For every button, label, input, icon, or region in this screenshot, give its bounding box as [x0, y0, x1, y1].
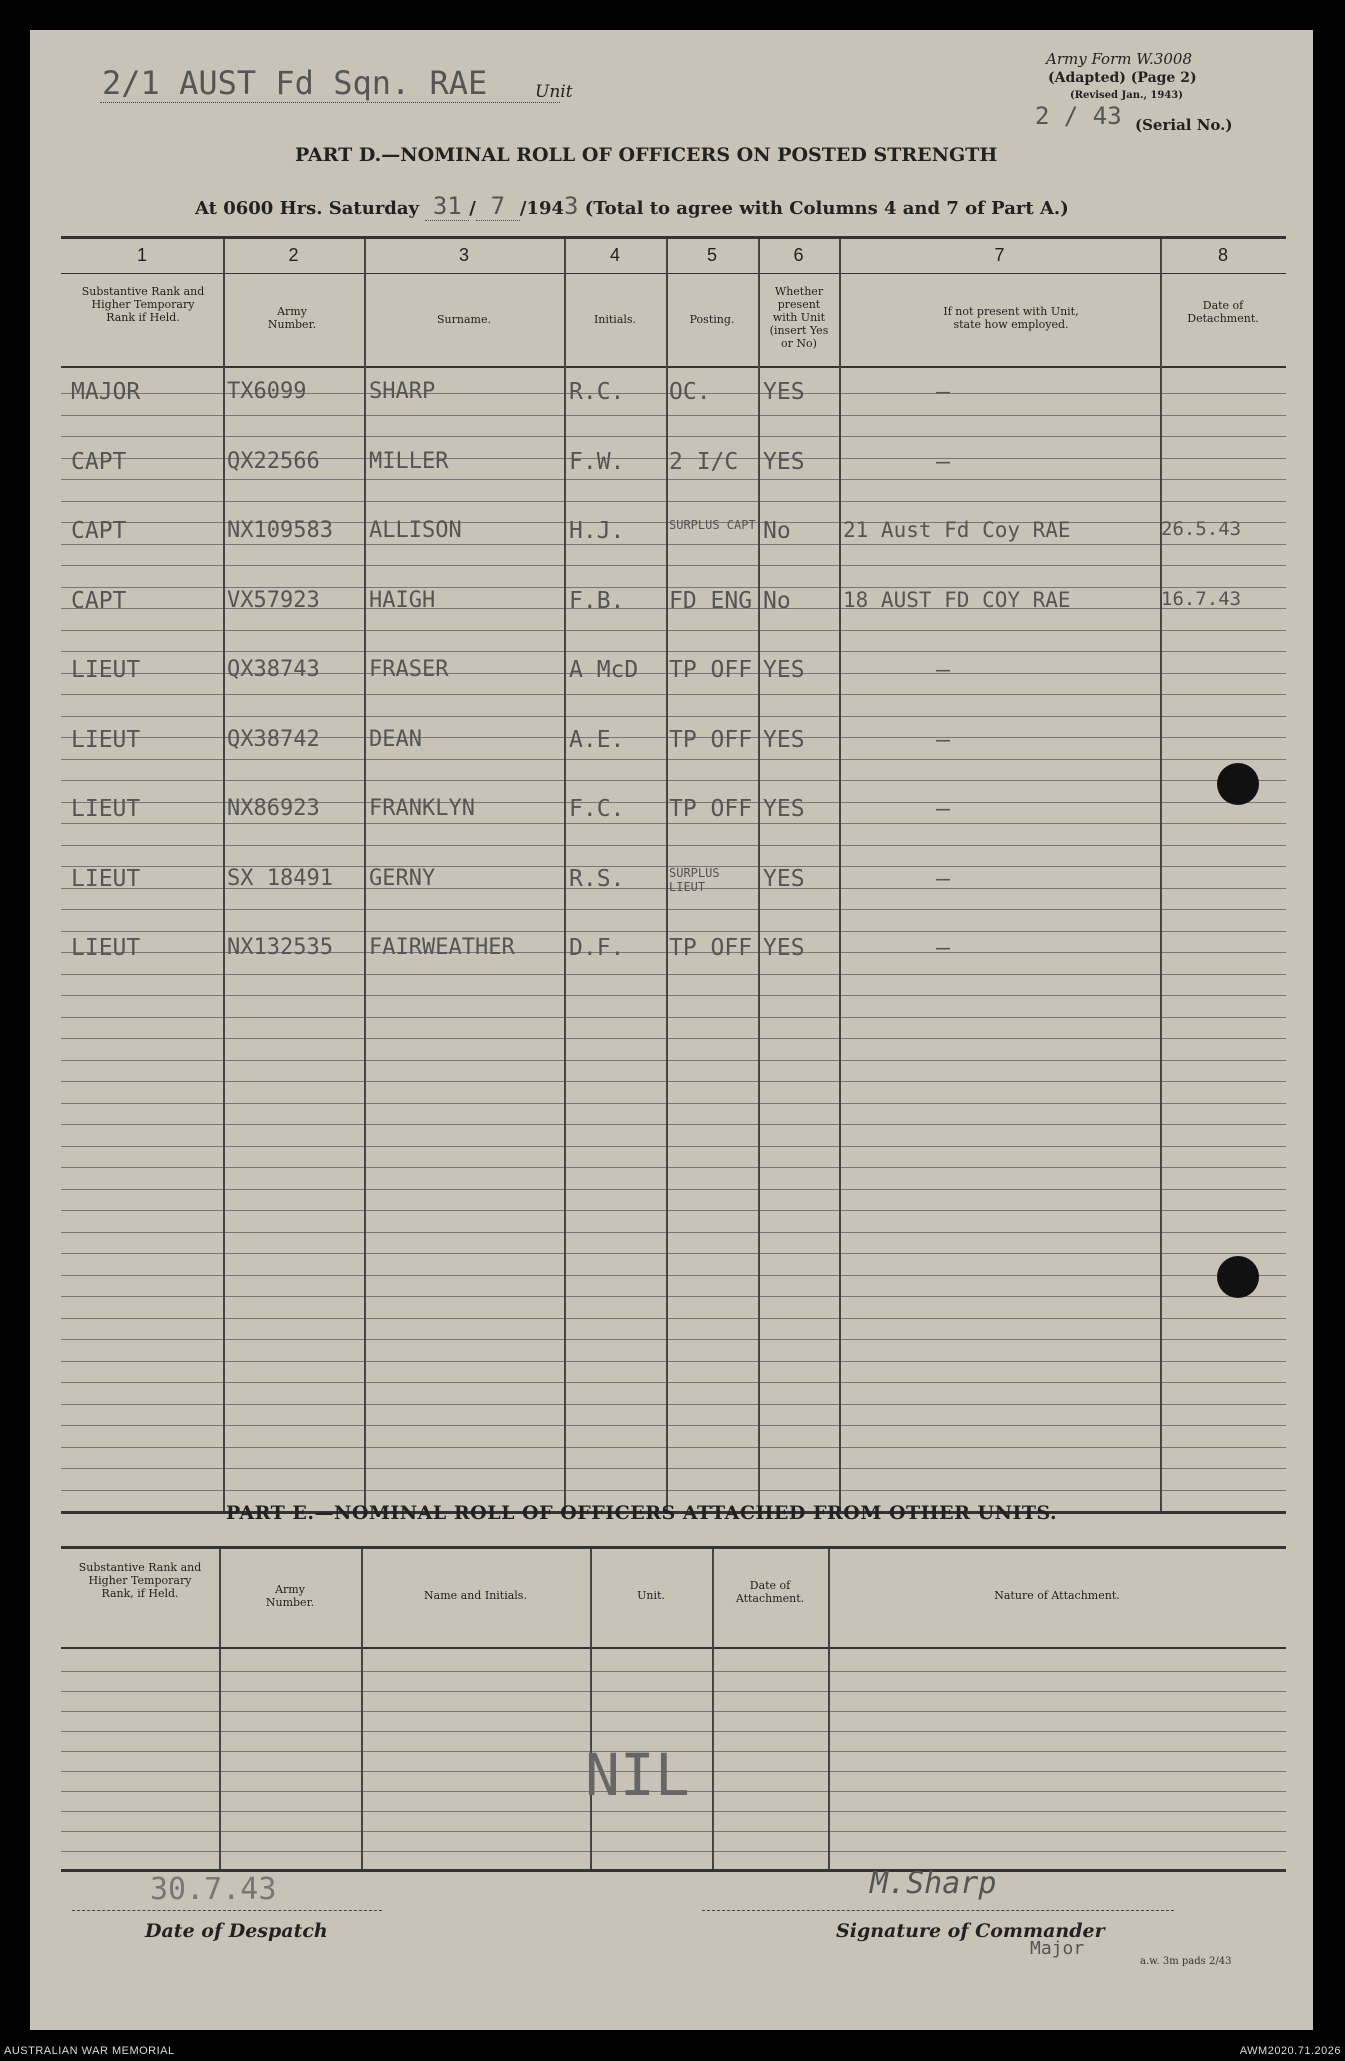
row-rule: [61, 630, 1286, 631]
cell-employed: 21 Aust Fd Coy RAE: [843, 518, 1071, 542]
cell-rank: MAJOR: [71, 379, 141, 405]
cell-initials: A.E.: [569, 726, 625, 753]
row-rule: [61, 1081, 1286, 1082]
cell-present: YES: [763, 657, 805, 683]
cell-posting: FD ENG: [669, 587, 753, 614]
date-month: 7: [476, 192, 520, 221]
date-year-hand: 3: [564, 192, 579, 220]
row-rule: [61, 1318, 1286, 1319]
despatch-date-rule: [72, 1910, 382, 1911]
cell-present: YES: [763, 379, 805, 405]
cell-employed: —: [936, 448, 950, 475]
cell-posting: TP OFF: [669, 657, 753, 683]
row-rule: [61, 1851, 1286, 1852]
cell-surname: FRASER: [369, 657, 449, 682]
cell-rank: CAPT: [71, 518, 127, 544]
row-rule: [61, 1811, 1286, 1812]
cell-initials: D.F.: [569, 935, 625, 961]
col-number-8: 8: [1217, 245, 1228, 265]
e-header-army-number: Army Number.: [265, 1583, 315, 1609]
unit-value: 2/1 AUST Fd Sqn. RAE: [102, 64, 488, 102]
despatch-date-label: Date of Despatch: [145, 1920, 328, 1942]
cell-number: QX38743: [227, 657, 320, 682]
row-rule: [61, 565, 1286, 566]
print-code: a.w. 3m pads 2/43: [1140, 1956, 1232, 1967]
cell-present: YES: [763, 865, 805, 892]
part-e-title: PART E.—NOMINAL ROLL OF OFFICERS ATTACHED FROM OTHER UNITS.: [226, 1502, 1058, 1524]
commander-title: Major: [1030, 1938, 1085, 1959]
row-rule: [61, 1275, 1286, 1276]
cell-initials: H.J.: [569, 518, 625, 544]
row-rule: [61, 1361, 1286, 1362]
col-number-5: 5: [706, 245, 717, 265]
row-rule: [61, 1210, 1286, 1211]
date-suffix: (Total to agree with Columns 4 and 7 of Part A.): [584, 198, 1069, 219]
row-rule: [61, 1711, 1286, 1712]
archive-credit: AUSTRALIAN WAR MEMORIAL: [4, 2045, 175, 2057]
row-rule: [61, 1038, 1286, 1039]
serial-label: (Serial No.): [1135, 116, 1233, 134]
cell-rank: LIEUT: [71, 726, 141, 753]
cell-surname: HAIGH: [369, 587, 436, 613]
cell-posting: OC.: [669, 379, 711, 405]
e-header-rank: Substantive Rank and Higher Temporary Rank, if Held.: [78, 1561, 202, 1600]
row-rule: [61, 415, 1286, 416]
cell-initials: F.C.: [569, 796, 625, 822]
row-rule: [61, 1731, 1286, 1732]
col-header-posting: Posting.: [689, 313, 735, 326]
row-rule: [61, 995, 1286, 996]
e-header-nature: Nature of Attachment.: [994, 1589, 1120, 1602]
commander-signature: M.Sharp: [870, 1866, 997, 1901]
unit-label: Unit: [535, 82, 573, 102]
part-d-title: PART D.—NOMINAL ROLL OF OFFICERS ON POSTED STRENGTH: [295, 144, 998, 166]
part-e-table: [61, 1546, 1286, 1872]
cell-posting: TP OFF: [669, 726, 753, 753]
cell-employed: —: [936, 796, 950, 822]
cell-present: YES: [763, 448, 805, 475]
row-rule: [61, 1253, 1286, 1254]
row-rule: [61, 1490, 1286, 1491]
row-rule: [61, 1468, 1286, 1469]
cell-date: 16.7.43: [1161, 587, 1242, 610]
row-rule: [61, 1060, 1286, 1061]
cell-initials: F.B.: [569, 587, 625, 614]
signature-rule: [702, 1910, 1174, 1911]
cell-present: No: [763, 518, 791, 544]
cell-rank: LIEUT: [71, 796, 141, 822]
col-header-rank: Substantive Rank and Higher Temporary Rank if Held.: [81, 285, 205, 324]
cell-posting: SURPLUS LIEUT: [669, 865, 720, 894]
col-header-initials: Initials.: [593, 313, 637, 326]
row-rule: [61, 1124, 1286, 1125]
cell-number: SX 18491: [227, 865, 333, 891]
cell-number: QX38742: [227, 726, 320, 752]
form-sheet: [30, 30, 1313, 2030]
binder-hole-bottom: [1217, 1256, 1259, 1298]
cell-initials: A McD: [569, 657, 639, 683]
row-rule: [61, 1382, 1286, 1383]
cell-number: NX132535: [227, 935, 333, 960]
row-rule: [61, 974, 1286, 975]
cell-posting: TP OFF: [669, 796, 753, 822]
cell-employed: 18 AUST FD COY RAE: [843, 587, 1071, 612]
col-number-4: 4: [609, 245, 620, 265]
cell-posting: 2 I/C: [669, 448, 739, 475]
part-d-date-line: At 0600 Hrs. Saturday 31 / 7 /1943 (Total to agree with Columns 4 and 7 of Part A.): [195, 192, 1069, 220]
row-rule: [61, 651, 1286, 652]
cell-rank: CAPT: [71, 587, 127, 614]
cell-number: TX6099: [227, 379, 307, 404]
form-adapted: (Adapted) (Page 2): [1048, 70, 1197, 86]
row-rule: [61, 759, 1286, 760]
e-header-name: Name and Initials.: [424, 1589, 527, 1602]
row-rule: [61, 1831, 1286, 1832]
cell-employed: —: [936, 379, 950, 405]
archive-id: AWM2020.71.2026: [1239, 2045, 1341, 2057]
col-header-employed: If not present with Unit, state how employed.: [943, 305, 1079, 331]
despatch-date-value: 30.7.43: [150, 1872, 277, 1907]
col-number-7: 7: [994, 245, 1005, 265]
serial-value: 2 / 43: [1035, 102, 1122, 130]
form-revised: (Revised Jan., 1943): [1070, 90, 1183, 101]
cell-present: YES: [763, 726, 805, 753]
row-rule: [61, 823, 1286, 824]
cell-rank: LIEUT: [71, 865, 141, 892]
row-rule: [61, 716, 1286, 717]
cell-posting: TP OFF: [669, 935, 753, 961]
row-rule: [61, 1671, 1286, 1672]
cell-employed: —: [936, 935, 950, 961]
date-year: /194: [519, 198, 565, 219]
row-rule: [61, 931, 1286, 932]
col-header-detachment-date: Date of Detachment.: [1187, 299, 1259, 325]
col-number-3: 3: [458, 245, 469, 265]
row-rule: [61, 436, 1286, 437]
cell-surname: FRANKLYN: [369, 796, 475, 821]
col-number-1: 1: [136, 245, 147, 265]
row-rule: [61, 694, 1286, 695]
cell-rank: CAPT: [71, 448, 127, 475]
date-day: 31: [425, 192, 469, 221]
cell-present: YES: [763, 796, 805, 822]
row-rule: [61, 479, 1286, 480]
cell-present: No: [763, 587, 791, 614]
cell-surname: FAIRWEATHER: [369, 935, 515, 960]
row-rule: [61, 1691, 1286, 1692]
col-header-present: Whether present with Unit (insert Yes or No): [769, 285, 829, 350]
cell-date: 26.5.43: [1161, 518, 1242, 540]
row-rule: [61, 1339, 1286, 1340]
row-rule: [61, 909, 1286, 910]
binder-hole-top: [1217, 763, 1259, 805]
e-header-unit: Unit.: [637, 1589, 665, 1602]
col-header-army-number: Army Number.: [267, 305, 317, 331]
cell-number: QX22566: [227, 448, 320, 474]
row-rule: [61, 1167, 1286, 1168]
cell-surname: MILLER: [369, 448, 449, 474]
row-rule: [61, 501, 1286, 502]
e-header-attachment-date: Date of Attachment.: [735, 1579, 805, 1605]
row-rule: [61, 1189, 1286, 1190]
row-rule: [61, 1146, 1286, 1147]
cell-posting: SURPLUS CAPT: [669, 518, 756, 532]
cell-employed: —: [936, 726, 950, 753]
cell-number: VX57923: [227, 587, 320, 613]
date-prefix: At 0600 Hrs. Saturday: [195, 198, 420, 219]
cell-rank: LIEUT: [71, 657, 141, 683]
nil-entry: NIL: [585, 1741, 690, 1809]
cell-surname: DEAN: [369, 726, 422, 752]
form-name: Army Form W.3008: [1046, 50, 1192, 68]
cell-number: NX86923: [227, 796, 320, 821]
cell-rank: LIEUT: [71, 935, 141, 961]
col-header-surname: Surname.: [437, 313, 491, 326]
part-d-table: [61, 236, 1286, 1514]
cell-employed: —: [936, 865, 950, 892]
unit-underline: [100, 102, 560, 103]
cell-initials: F.W.: [569, 448, 625, 475]
cell-present: YES: [763, 935, 805, 961]
row-rule: [61, 1404, 1286, 1405]
row-rule: [61, 1447, 1286, 1448]
row-rule: [61, 1017, 1286, 1018]
row-rule: [61, 845, 1286, 846]
cell-surname: ALLISON: [369, 518, 462, 543]
col-number-2: 2: [288, 245, 299, 265]
row-rule: [61, 1296, 1286, 1297]
row-rule: [61, 1232, 1286, 1233]
cell-initials: R.C.: [569, 379, 625, 405]
cell-surname: SHARP: [369, 379, 436, 404]
row-rule: [61, 1103, 1286, 1104]
cell-number: NX109583: [227, 518, 333, 543]
col-number-6: 6: [793, 245, 804, 265]
row-rule: [61, 780, 1286, 781]
cell-employed: —: [936, 657, 950, 683]
row-rule: [61, 544, 1286, 545]
signature-label: Signature of Commander: [836, 1920, 1105, 1942]
cell-initials: R.S.: [569, 865, 625, 892]
row-rule: [61, 1425, 1286, 1426]
cell-surname: GERNY: [369, 865, 436, 891]
